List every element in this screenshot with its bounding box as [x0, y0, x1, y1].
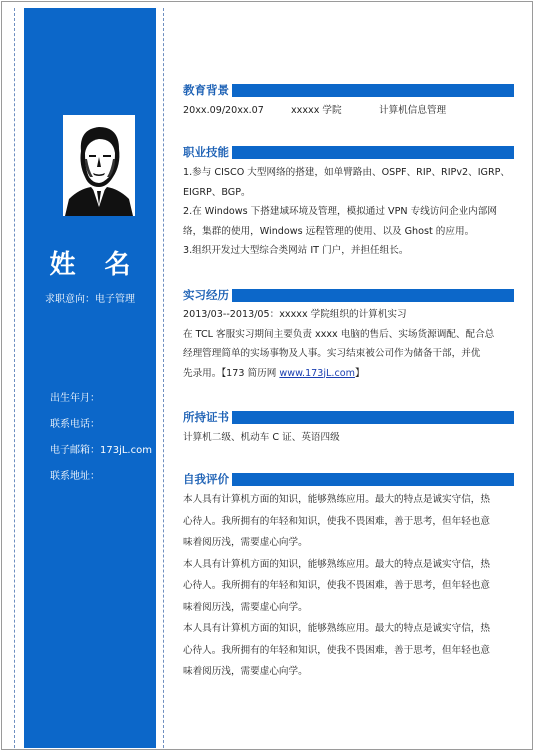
internship-line: 在 TCL 客服实习期间主要负责 xxxx 电脑的售后、实场货源调配、配合总: [183, 328, 495, 340]
internship-last-suffix: 】: [354, 367, 365, 379]
evaluation-line: 心待人。我所拥有的年轻和知识，使我不畏困难，善于思考，但年轻也意: [183, 644, 490, 656]
evaluation-line: 本人具有计算机方面的知识，能够熟练应用。最大的特点是诚实守信，热: [183, 494, 490, 505]
dashed-divider-left: [14, 8, 15, 748]
internship-title: 实习经历: [183, 288, 229, 302]
portrait-image: [63, 115, 135, 216]
internship-line: 2013/03--2013/05：xxxxx 学院组织的计算机实习: [183, 309, 407, 320]
job-intent: 求职意向：电子管理: [45, 294, 135, 305]
candidate-name: 姓 名: [49, 250, 141, 280]
contact-phone: [50, 415, 100, 430]
contact-birth: [50, 389, 100, 404]
evaluation-line: 心待人。我所拥有的年轻和知识，使我不畏困难，善于思考，但年轻也意: [183, 515, 490, 527]
evaluation-title-bar: [232, 473, 514, 486]
evaluation-line: 心待人。我所拥有的年轻和知识，使我不畏困难，善于思考，但年轻也意: [183, 580, 490, 591]
certificates-text: 计算机二级、机动车 C 证、英语四级: [183, 432, 340, 443]
contact-address: [50, 467, 100, 482]
contact-email-value[interactable]: 173jL.com: [100, 445, 152, 456]
internship-line-last: [183, 364, 515, 384]
internship-last-prefix: 先录用。【173 简历网: [183, 367, 280, 379]
internship-text: [183, 305, 515, 383]
skills-title: 职业技能: [183, 145, 229, 159]
evaluation-line: 本人具有计算机方面的知识，能够熟练应用。最大的特点是诚实守信，热: [183, 558, 490, 570]
certificates-title: 所持证书: [183, 410, 229, 424]
evaluation-line: 味着阅历浅，需要虚心向学。: [183, 666, 308, 677]
skills-line: 1.参与 CISCO 大型网络的搭建，如单臂路由、OSPF、RIP、RIPv2、IGRP、: [183, 167, 510, 178]
education-period: 20xx.09/20xx.07: [183, 105, 264, 116]
education-title-bar: [232, 84, 514, 97]
skills-title-bar: [232, 146, 514, 159]
internship-line: 经理管理简单的实场事物及人事。实习结束被公司作为储备干部，并优: [183, 348, 481, 359]
certificates-title-bar: [232, 411, 514, 424]
evaluation-line: 味着阅历浅，需要虚心向学。: [183, 537, 308, 548]
contact-email: [50, 441, 152, 456]
skills-line: 3.组织开发过大型综合类网站 IT 门户，并担任组长。: [183, 245, 409, 256]
contact-address-label: 联系地址：: [50, 471, 100, 482]
evaluation-line: 味着阅历浅，需要虚心向学。: [183, 601, 308, 613]
skills-line: 络，集群的使用，Windows 远程管理的使用、以及 Ghost 的应用。: [183, 225, 475, 237]
skills-text: [183, 163, 515, 261]
contact-email-label: 电子邮箱：: [50, 445, 100, 456]
skills-line: EIGRP、BGP。: [183, 186, 251, 198]
contact-phone-label: 联系电话：: [50, 419, 100, 430]
skills-line: 2.在 Windows 下搭建域环境及管理，模拟通过 VPN 专线访问企业内部网: [183, 206, 497, 217]
dashed-divider-right: [163, 8, 164, 748]
website-link[interactable]: www.173jL.com: [279, 367, 355, 379]
internship-title-bar: [232, 289, 514, 302]
education-school: xxxxx 学院: [291, 105, 342, 116]
contact-birth-label: 出生年月：: [50, 393, 100, 404]
evaluation-line: 本人具有计算机方面的知识，能够熟练应用。最大的特点是诚实守信，热: [183, 623, 490, 634]
evaluation-title: 自我评价: [183, 472, 229, 486]
education-title: 教育背景: [183, 83, 229, 97]
evaluation-text: [183, 489, 515, 683]
education-major: 计算机信息管理: [379, 105, 447, 116]
profile-photo: [63, 115, 135, 216]
